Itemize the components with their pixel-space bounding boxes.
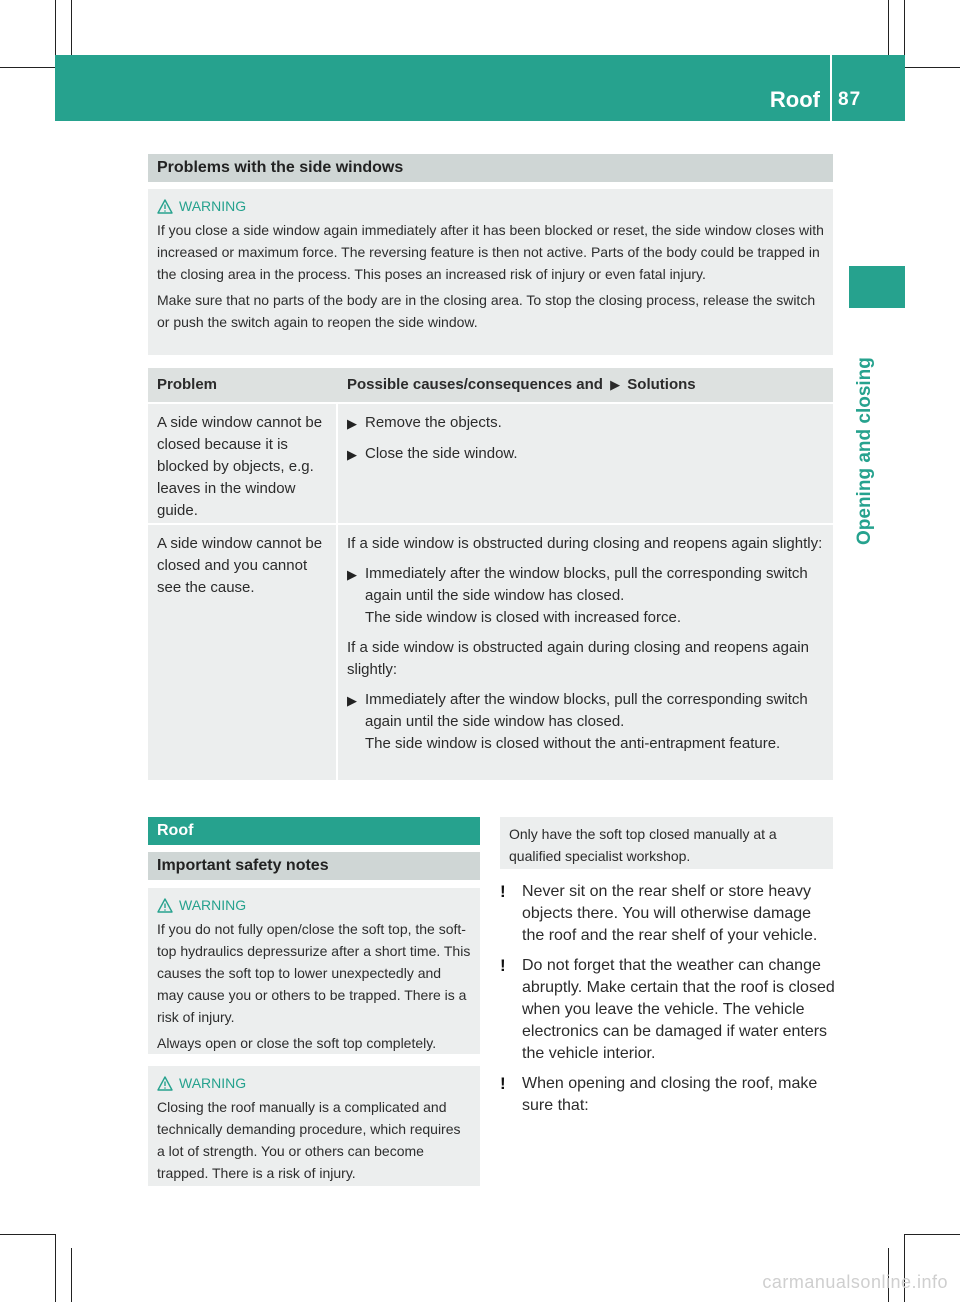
exclamation-icon: !	[500, 1074, 506, 1093]
instruction-step	[347, 689, 827, 755]
problem-solution-table	[148, 368, 833, 782]
warning-title	[157, 1072, 471, 1094]
crop-mark	[905, 1234, 960, 1235]
step-text: Close the side window.	[365, 445, 518, 462]
warning-title	[157, 195, 824, 217]
section-heading-text: Roof	[157, 822, 194, 839]
step-text: Immediately after the window blocks, pull the corresponding switch again until the side window has closed.	[365, 565, 808, 604]
warning-title-text: WARNING	[179, 1075, 247, 1091]
crop-mark	[71, 0, 72, 55]
warning-paragraph: If you do not fully open/close the soft top, the soft-top hydraulics depressurize after a short time. This causes the soft top to lower unexpectedly and may cause you or others to be trapped. There is a risk of injury.	[157, 921, 471, 1025]
exclamation-icon: !	[500, 882, 506, 901]
warning-title-text: WARNING	[179, 897, 247, 913]
section-heading-roof	[148, 817, 480, 845]
exclamation-icon: !	[500, 956, 506, 975]
caution-note-text: Never sit on the rear shelf or store heavy objects there. You will otherwise damage the roof and the rear shelf of your vehicle.	[522, 883, 818, 944]
crop-mark	[905, 67, 960, 68]
play-arrow-icon: ▶	[347, 567, 357, 582]
step-result: The side window is closed with increased force.	[365, 609, 681, 626]
step-text: Remove the objects.	[365, 414, 502, 431]
problem-cell: A side window cannot be closed and you cannot see the cause.	[157, 535, 323, 596]
header-section-title: Roof	[769, 87, 820, 112]
warning-box-side-windows	[148, 189, 833, 355]
table-row	[148, 525, 833, 780]
caution-note-text: Do not forget that the weather can change abruptly. Make certain that the roof is closed when you leave the vehicle. The vehicle electronics can be damaged if water enters the vehicle interior.	[522, 957, 835, 1062]
condition-text: If a side window is obstructed during closing and reopens again slightly:	[347, 535, 823, 552]
caution-note	[500, 1073, 835, 1117]
section-heading-side-windows	[148, 154, 833, 182]
crop-mark	[71, 1248, 72, 1302]
column-header-solutions	[336, 374, 833, 396]
crop-mark	[55, 0, 56, 55]
problem-cell: A side window cannot be closed because it is blocked by objects, e.g. leaves in the window guide.	[157, 414, 323, 519]
warning-paragraph: If you close a side window again immediately after it has been blocked or reset, the side window closes with increased or maximum force. The reversing feature is then not active. Parts of the body could be trapped in the closing area in the process. This poses an increased risk of injury or even fatal injury.	[157, 222, 824, 282]
header-separator	[830, 55, 832, 121]
caution-note	[500, 955, 835, 1065]
warning-box-manual-close	[148, 1066, 480, 1186]
table-header-row	[148, 368, 833, 402]
step-text: Immediately after the window blocks, pull the corresponding switch again until the side window has closed.	[365, 691, 808, 730]
crop-mark	[888, 0, 889, 55]
watermark: carmanualsonline.info	[762, 1272, 948, 1292]
chapter-label: Opening and closing	[854, 357, 875, 545]
warning-box-soft-top	[148, 888, 480, 1054]
warning-triangle-icon	[157, 898, 173, 913]
instruction-step	[347, 443, 827, 466]
workshop-note-text: Only have the soft top closed manually at a qualified specialist workshop.	[509, 826, 777, 864]
instruction-step	[347, 412, 827, 435]
crop-mark	[0, 67, 55, 68]
page-number: 87	[838, 89, 862, 110]
play-arrow-icon: ▶	[347, 416, 357, 431]
subsection-heading-safety	[148, 852, 480, 880]
condition-text: If a side window is obstructed again during closing and reopens again slightly:	[347, 639, 809, 678]
play-arrow-icon: ▶	[347, 447, 357, 462]
step-result: The side window is closed without the anti-entrapment feature.	[365, 735, 781, 752]
play-arrow-icon: ▶	[347, 693, 357, 708]
caution-note	[500, 881, 835, 947]
solution-cell	[336, 404, 833, 523]
crop-mark	[0, 1234, 55, 1235]
chapter-tab	[849, 266, 905, 308]
warning-title	[157, 894, 471, 916]
play-arrow-icon: ▶	[610, 377, 621, 392]
section-heading-text: Problems with the side windows	[157, 159, 404, 176]
crop-mark	[55, 1234, 56, 1302]
subsection-heading-text: Important safety notes	[157, 857, 329, 874]
warning-title-text: WARNING	[179, 198, 247, 214]
column-header-solutions-prefix: Possible causes/consequences and	[347, 376, 603, 393]
warning-triangle-icon	[157, 1076, 173, 1091]
table-row	[148, 404, 833, 523]
step-body	[365, 563, 827, 629]
crop-mark	[904, 0, 905, 55]
instruction-step	[347, 563, 827, 629]
warning-triangle-icon	[157, 199, 173, 214]
warning-paragraph: Make sure that no parts of the body are in the closing area. To stop the closing process, release the switch or push the switch again to reopen the side window.	[157, 292, 816, 330]
caution-note-text: When opening and closing the roof, make sure that:	[522, 1075, 818, 1114]
solution-cell	[336, 525, 833, 780]
column-header-problem: Problem	[157, 376, 218, 393]
workshop-note-box	[500, 817, 833, 869]
warning-paragraph: Closing the roof manually is a complicated and technically demanding procedure, which requires a lot of strength. You or others can become trapped. There is a risk of injury.	[157, 1099, 461, 1181]
step-body	[365, 689, 827, 755]
warning-paragraph: Always open or close the soft top completely.	[157, 1035, 437, 1051]
column-header-solutions-suffix: Solutions	[627, 376, 696, 393]
